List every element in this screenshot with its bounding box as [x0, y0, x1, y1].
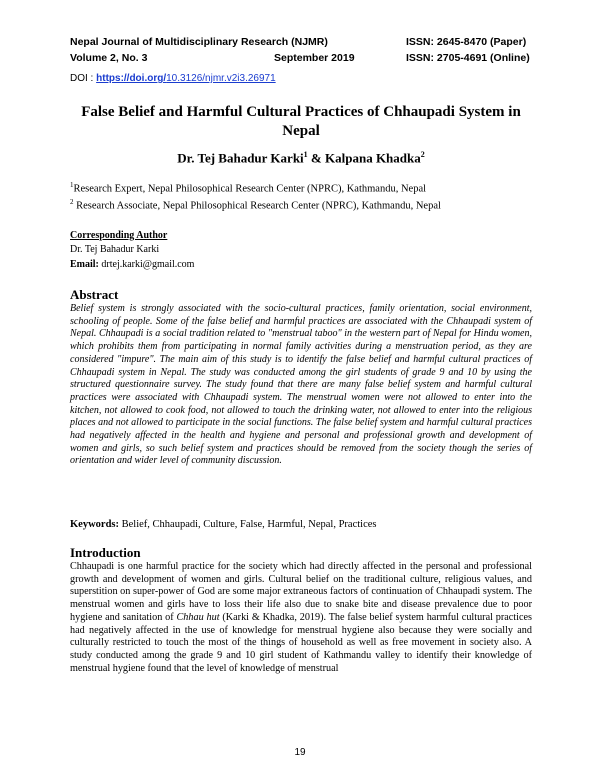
affiliation-2 [70, 198, 441, 212]
corresponding-heading: Corresponding Author [70, 230, 168, 241]
email-value[interactable]: drtej.karki@gmail.com [98, 259, 195, 270]
introduction-text [70, 561, 532, 675]
affiliation-2-text: Research Associate, Nepal Philosophical Research Center (NPRC), Kathmandu, Nepal [73, 200, 441, 212]
abstract-heading: Abstract [70, 287, 119, 302]
page-number: 19 [294, 747, 306, 758]
author-line [70, 150, 532, 166]
paper-title: False Belief and Harmful Cultural Practices of Chhaupadi System in Nepal [81, 104, 521, 139]
corresponding-email [70, 259, 194, 270]
author-1: Dr. Tej Bahadur Karki [177, 150, 304, 166]
introduction-text-part-1: Chhaupadi is one harmful practice for the society which had directly affected in the personal and professional growth and development of women and girls. Cultural belief on the traditional culture, religious values, and superstition on super-power of God are some major extraneous factors of continuation of Chhaupadi system. The menstrual women and girls have to loss their life also due to snake bite and disease prevalence due to poor hygiene and sanitation of [70, 561, 532, 623]
affiliation-1 [70, 181, 426, 195]
doi-link[interactable] [96, 73, 276, 84]
keywords-line [70, 519, 376, 530]
doi-line [70, 73, 276, 84]
keywords-label: Keywords: [70, 519, 119, 530]
affiliation-2-num: 2 [70, 198, 74, 206]
issn-online: ISSN: 2705-4691 (Online) [406, 52, 530, 64]
introduction-heading: Introduction [70, 545, 141, 560]
author-separator: & [307, 150, 326, 166]
corresponding-name: Dr. Tej Bahadur Karki [70, 244, 160, 255]
doi-link-suffix: 10.3126/njmr.v2i3.26971 [166, 73, 276, 84]
author-1-sup: 1 [303, 150, 308, 159]
journal-name: Nepal Journal of Multidisciplinary Research (NJMR) [70, 36, 328, 48]
abstract-text: Belief system is strongly associated with the socio-cultural practices, family orientation, social environment, schooling of people. Some of the false belief and harmful practices are associated with the Chhaupadi system of Nepal. Chhaupadi is a social tradition related to "menstrual taboo" in the western part of Nepal for Hindu women, which prohibits them from participating in normal family activities during a menstruation period, as they are considered "impure". The main aim of this study is to identify the false belief and harmful cultural practices of Chhaupadi system in Nepal. The study was conducted among the girl students of grade 9 and 10 by using the structured questionnaire survey. The study found that there are many false belief system and harmful cultural practices were associated with Chhaupadi system. The menstrual women were not allowed to enter into the kitchen, not allowed to cook food, not allowed to touch the drinking water, not allowed to enter into the religious places and not allowed to participate in the social functions. The false belief system and harmful cultural practices had negatively affected in the health and hygiene and personal and professional growth and development of women and girls, so such belief system and practices should be removed from the society though the series of orientation and wider level of community discussion. [70, 303, 532, 467]
affiliation-1-text: Research Expert, Nepal Philosophical Research Center (NPRC), Kathmandu, Nepal [73, 183, 427, 195]
chhau-hut-term: Chhau hut [176, 611, 220, 623]
doi-link-prefix: https://doi.org/ [96, 73, 167, 84]
issn-paper: ISSN: 2645-8470 (Paper) [406, 36, 527, 48]
affiliation-1-num: 1 [70, 181, 74, 189]
keywords-list: Belief, Chhaupadi, Culture, False, Harmful, Nepal, Practices [119, 519, 377, 530]
publication-date: September 2019 [274, 52, 355, 64]
introduction-text-part-2: (Karki & Khadka, 2019). The false belief system harmful cultural practices had negatively affected in the use of knowledge for menstrual hygiene also because they were socially and culturally restricted to touch the most of the things of household as well as free movement in society also. A study conducted among the grade 9 and 10 girl student of Kathmandu valley to identify their knowledge of menstrual hygiene found that the level of knowledge of menstrual [70, 611, 532, 674]
author-2-sup: 2 [420, 150, 425, 159]
doi-label: DOI : [70, 73, 97, 84]
author-2: Kalpana Khadka [325, 150, 421, 166]
email-label: Email: [70, 259, 99, 270]
volume-issue: Volume 2, No. 3 [70, 52, 148, 64]
